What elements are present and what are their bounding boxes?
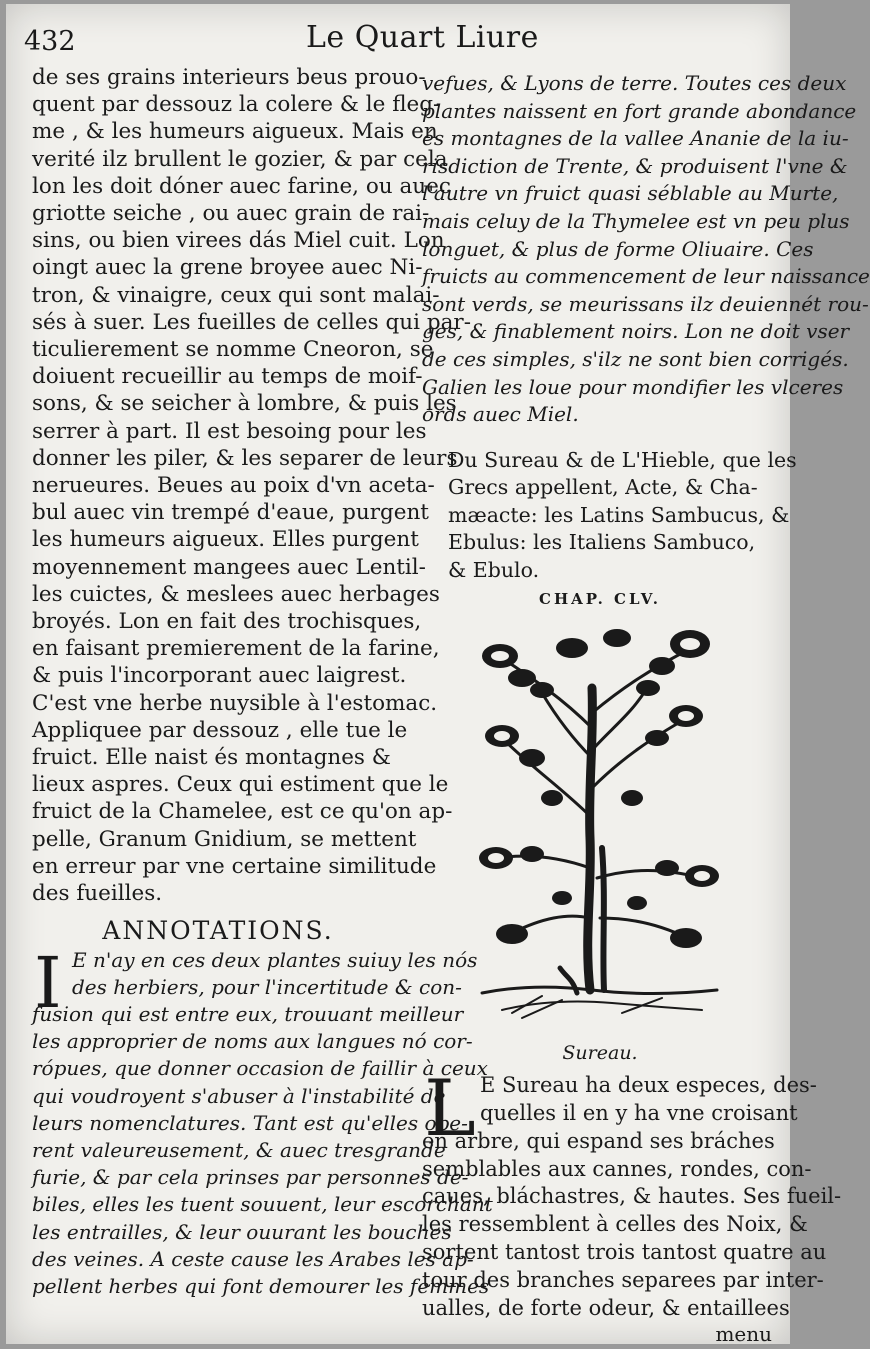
text-line: pelle, Granum Gnidium, se mettent (32, 826, 417, 852)
text-line: & puis l'incorporant auec laigrest. (32, 663, 407, 689)
text-line: moyennement mangees auec Lentil- (32, 554, 426, 580)
text-line: fruict de la Chamelee, est ce qu'on ap- (32, 799, 453, 825)
text-line: sons, & se seicher à lombre, & puis les (32, 391, 457, 417)
text-line: bul auec vin trempé d'eaue, purgent (32, 500, 429, 526)
annotation-line: rópues, que donner occasion de faillir à ceux (32, 1056, 488, 1081)
heading-line: Du Sureau & de L'Hieble, que les (448, 447, 797, 472)
body-text-line: tour des branches separees par inter- (422, 1267, 824, 1292)
left-body-text (32, 64, 471, 907)
annotation-line: des herbiers, pour l'incertitude & con- (72, 974, 462, 999)
text-line: les cuictes, & meslees auec herbages (32, 581, 440, 607)
annotation-line: des veines. A ceste cause les Arabes les ap- (32, 1246, 474, 1271)
italic-text-line: vefues, & Lyons de terre. Toutes ces deux (422, 71, 847, 95)
page-header (6, 12, 790, 58)
sureau-woodcut-illustration (472, 618, 727, 1038)
heading-line: Ebulus: les Italiens Sambuco, (448, 530, 756, 555)
heading-line: Grecs appellent, Acte, & Cha- (448, 475, 758, 500)
italic-text-line: de ces simples, s'ilz ne sont bien corrigés. (422, 346, 849, 371)
right-body-text (422, 1064, 842, 1322)
text-line: ticulierement se nomme Cneoron, se (32, 337, 434, 363)
left-column (32, 64, 493, 1300)
annotation-line: furie, & par cela prinses par personnes de- (32, 1165, 469, 1190)
text-line: quent par dessouz la colere & le fleg- (32, 92, 441, 118)
text-line: verité ilz brullent le gozier, & par cela (32, 146, 448, 172)
running-title: Le Quart Liure (306, 20, 539, 55)
text-line: tron, & vinaigre, ceux qui sont malai- (32, 282, 440, 308)
text-line: sins, ou bien virees dás Miel cuit. Lon (32, 228, 445, 254)
text-line: des fueilles. (32, 881, 163, 907)
annotation-line: pellent herbes qui font demourer les femmes (32, 1273, 490, 1298)
annotation-line: les entrailles, & leur ouurant les bouches (32, 1219, 452, 1244)
body-text-line: ualles, de forte odeur, & entaillees (422, 1295, 790, 1320)
italic-text-line: sont verds, se meurissans ilz deuiennét rou- (422, 291, 869, 316)
illustration-caption: Sureau. (562, 1042, 638, 1065)
text-line: me , & les humeurs aigueux. Mais en (32, 119, 438, 145)
text-line: lon les doit dóner auec farine, ou auec (32, 173, 451, 199)
page-number: 432 (24, 26, 76, 57)
text-line: nerueures. Beues au poix d'vn aceta- (32, 473, 435, 499)
italic-text-line: mais celuy de la Thymelee est vn peu plus (422, 208, 850, 233)
annotation-line: qui voudroyent s'abuser à l'instabilité de (32, 1083, 446, 1108)
text-line: griotte seiche , ou auec grain de rai- (32, 201, 430, 227)
italic-text-line: longuet, & plus de forme Oliuaire. Ces (422, 236, 814, 261)
text-line: sés à suer. Les fueilles de celles qui par- (32, 309, 471, 335)
text-line: doiuent recueillir au temps de moif- (32, 364, 423, 390)
text-line: en faisant premierement de la farine, (32, 636, 440, 662)
annotations-heading: ANNOTATIONS. (102, 916, 334, 946)
text-line: Appliquee par dessouz , elle tue le (32, 717, 408, 743)
annotation-line: fusion qui est entre eux, trouuant meilleur (32, 1001, 464, 1026)
book-page (6, 4, 870, 1347)
chapter-number: CHAP. CLV. (539, 590, 661, 609)
body-text-line: sortent tantost trois tantost quatre au (422, 1240, 827, 1264)
text-line: C'est vne herbe nuysible à l'estomac. (32, 690, 438, 716)
italic-text-line: Galien les loue pour mondifier les vlceres (422, 374, 844, 399)
elder-tree-woodcut (472, 618, 727, 1038)
chapter-heading (422, 447, 797, 585)
annotation-line: leurs nomenclatures. Tant est qu'elles ope- (32, 1110, 468, 1135)
annotations-drop-cap: I (34, 941, 62, 1024)
heading-line: & Ebulo. (448, 557, 540, 582)
catchword: menu (715, 1322, 772, 1347)
text-line: donner les piler, & les separer de leurs (32, 445, 458, 471)
heading-line: mæacte: les Latins Sambucus, & (448, 502, 790, 527)
italic-text-line: fruicts au commencement de leur naissance (422, 264, 870, 289)
italic-text-line: és montagnes de la vallee Ananie de la iu- (422, 126, 849, 151)
text-line: broyés. Lon en fait des trochisques, (32, 609, 422, 635)
text-line: en erreur par vne certaine similitude (32, 853, 437, 879)
right-column (422, 70, 870, 1347)
italic-text-line: l'autre vn fruict quasi séblable au Murte, (422, 181, 839, 206)
annotation-line: rent valeureusement, & auec tresgrande (32, 1137, 446, 1162)
text-line: lieux aspres. Ceux qui estiment que le (32, 772, 449, 798)
italic-text-line: ges, & finablement noirs. Lon ne doit vser (422, 319, 850, 344)
body-drop-cap: L (424, 1064, 476, 1155)
text-line: oingt auec la grene broyee auec Ni- (32, 255, 423, 281)
right-italic-text (422, 70, 870, 429)
annotation-line: les approprier de noms aux langues nó cor- (32, 1029, 473, 1054)
body-text-line: les ressemblent à celles des Noix, & (422, 1212, 808, 1237)
body-text-line: en arbre, qui espand ses bráches (422, 1128, 775, 1153)
annotation-line: biles, elles les tuent souuent, leur escorchant (32, 1192, 493, 1217)
italic-text-line: ords auec Miel. (422, 402, 579, 427)
text-line: serrer à part. Il est besoing pour les (32, 418, 427, 444)
body-text-line: E Sureau ha deux especes, des- (480, 1073, 817, 1098)
body-text-line: caues, bláchastres, & hautes. Ses fueil- (422, 1184, 842, 1209)
body-text-line: quelles il en y ha vne croisant (480, 1101, 798, 1126)
italic-text-line: risdiction de Trente, & produisent l'vne & (422, 153, 848, 178)
annotations-text (32, 941, 493, 1301)
annotation-line: E n'ay en ces deux plantes suiuy les nós (72, 947, 478, 972)
text-line: les humeurs aigueux. Elles purgent (32, 527, 419, 553)
italic-text-line: plantes naissent en fort grande abondance (422, 98, 857, 123)
body-text-line: semblables aux cannes, rondes, con- (422, 1156, 812, 1181)
text-line: fruict. Elle naist és montagnes & (32, 745, 391, 771)
text-line: de ses grains interieurs beus prouo- (32, 65, 426, 90)
